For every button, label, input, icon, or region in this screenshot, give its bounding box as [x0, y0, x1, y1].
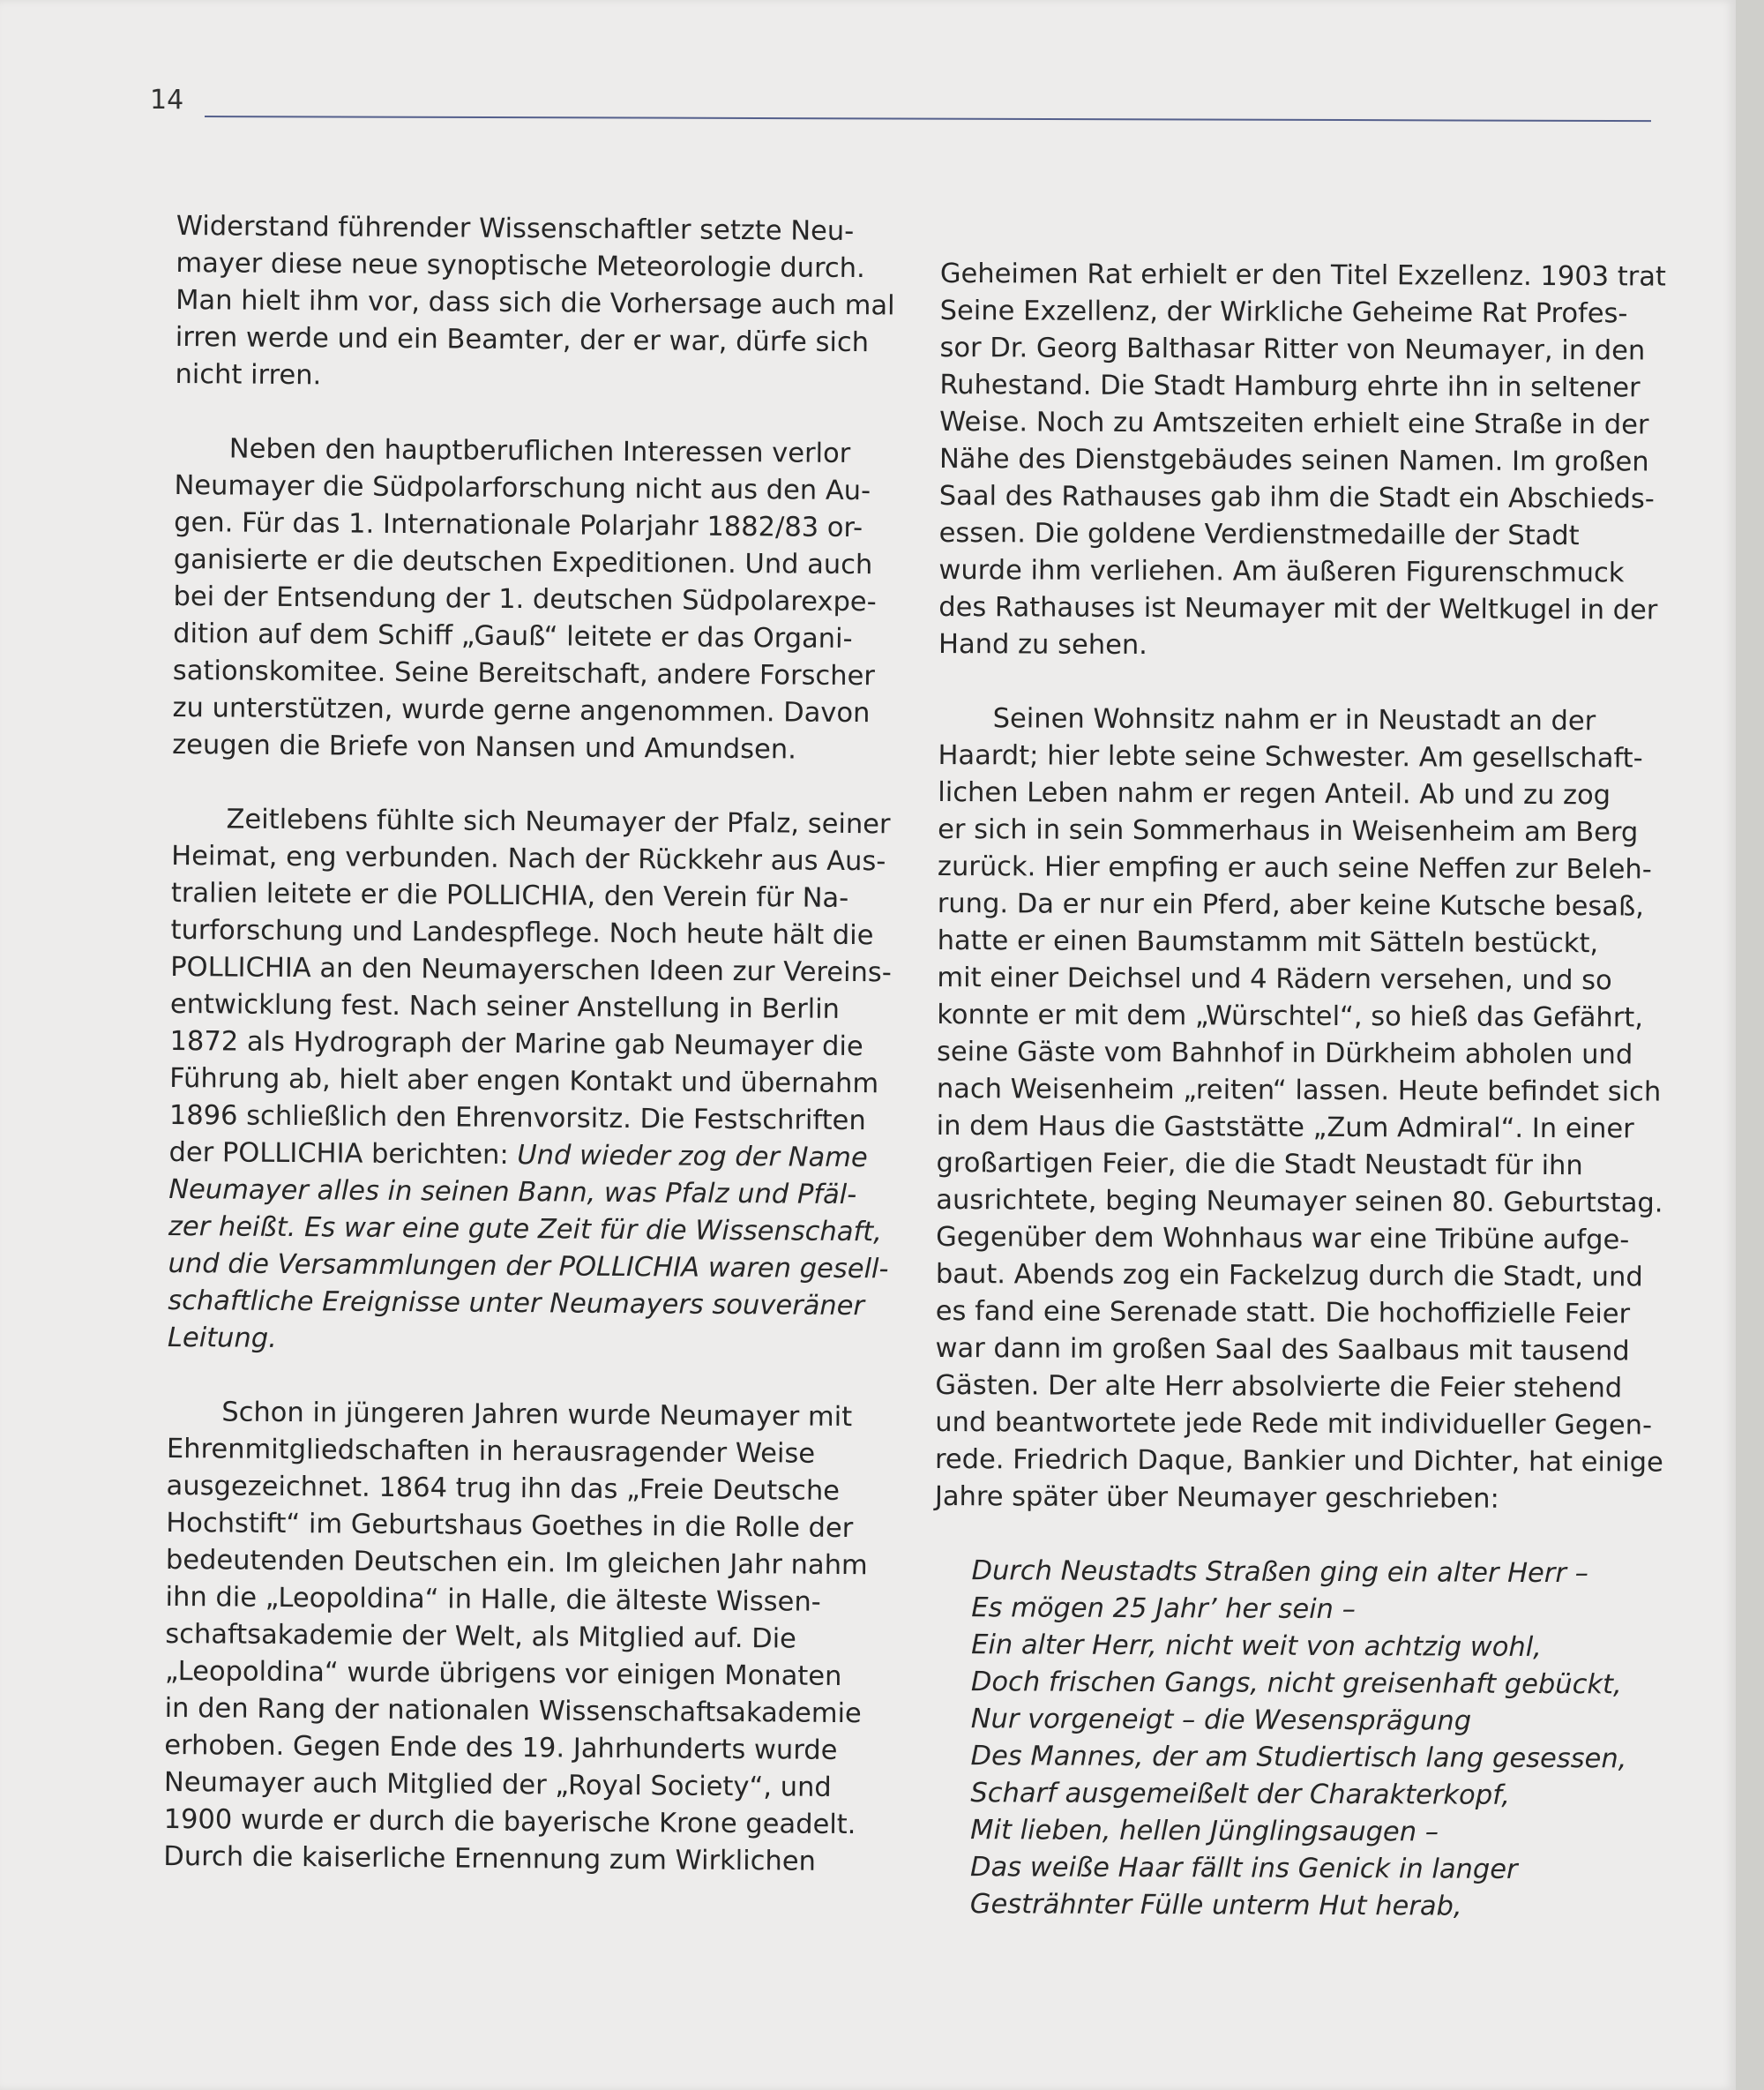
text-line: nicht irren.: [175, 358, 322, 392]
text-line: großartigen Feier, die die Stadt Neustadt für ihn: [936, 1147, 1583, 1182]
text-line: entwicklung fest. Nach seiner Anstellung in Berlin: [169, 988, 841, 1025]
text-line: gen. Für das 1. Internationale Polarjahr 1882/83 or-: [174, 506, 863, 544]
quote-line: und die Versammlungen der POLLICHIA waren gesell-: [168, 1247, 889, 1285]
quote-text: Und wieder zog der Name: [517, 1140, 868, 1174]
text-line: und beantwortete jede Rede mit individueller Gegen-: [935, 1406, 1653, 1442]
text-line: erhoben. Gegen Ende des 19. Jahrhunderts wurde: [164, 1729, 838, 1766]
text-line: Gästen. Der alte Herr absolvierte die Feier stehend: [935, 1369, 1623, 1405]
text-line: Zeitlebens fühlte sich Neumayer der Pfalz, seiner: [226, 804, 891, 841]
text-line: des Rathauses ist Neumayer mit der Weltkugel in der: [938, 591, 1658, 626]
text-line: seine Gäste vom Bahnhof in Dürkheim abholen und: [936, 1036, 1633, 1071]
text-line: schaftsakademie der Welt, als Mitglied auf. Die: [165, 1618, 797, 1655]
text-line: lichen Leben nahm er regen Anteil. Ab und zu zog: [938, 776, 1611, 812]
text-line: Durch die kaiserliche Ernennung zum Wirklichen: [163, 1840, 817, 1877]
text-line: sationskomitee. Seine Bereitschaft, andere Forscher: [172, 655, 875, 693]
paragraph: [167, 801, 892, 1362]
text-line: 1896 schließlich den Ehrenvorsitz. Die Festschriften: [168, 1099, 866, 1137]
poem-line: Mit lieben, hellen Jünglingsaugen –: [970, 1815, 1439, 1848]
poem-line: Gesträhnter Fülle unterm Hut herab,: [969, 1889, 1462, 1922]
page-number: 14: [150, 85, 184, 116]
text-line: Nähe des Dienstgebäudes seinen Namen. Im großen: [938, 443, 1649, 478]
text-line: ausgezeichnet. 1864 trug ihn das „Freie Deutsche: [166, 1470, 841, 1507]
text-line: Ehrenmitgliedschaften in herausragender Weise: [166, 1433, 816, 1470]
text-line: „Leopoldina“ wurde übrigens vor einigen Monaten: [164, 1655, 842, 1692]
text-line: Hand zu sehen.: [938, 628, 1147, 662]
text-line: 1900 wurde er durch die bayerische Krone geadelt.: [163, 1803, 856, 1841]
text-line: ihn die „Leopoldina“ in Halle, die älteste Wissen-: [165, 1581, 821, 1618]
quote-intro: der POLLICHIA berichten:: [168, 1136, 509, 1171]
text-line: rung. Da er nur ein Pferd, aber keine Kutsche besaß,: [937, 888, 1644, 923]
text-line: 1872 als Hydrograph der Marine gab Neumayer die: [169, 1025, 863, 1063]
text-line: [168, 1135, 868, 1177]
text-line: baut. Abends zog ein Fackelzug durch die Stadt, und: [935, 1258, 1643, 1293]
text-line: mayer diese neue synoptische Meteorologie durch.: [176, 247, 865, 285]
text-line: Neben den hauptberuflichen Interessen verlor: [228, 433, 851, 470]
text-line: zurück. Hier empfing er auch seine Neffen zur Beleh-: [937, 850, 1652, 886]
text-line: Seinen Wohnsitz nahm er in Neustadt an der: [992, 703, 1596, 738]
text-line: Weise. Noch zu Amtszeiten erhielt eine Straße in der: [939, 406, 1649, 441]
poem-line: Ein alter Herr, nicht weit von achtzig wohl,: [971, 1629, 1542, 1663]
text-line: Widerstand führender Wissenschaftler setzte Neu-: [176, 210, 855, 248]
text-line: nach Weisenheim „reiten“ lassen. Heute befindet sich: [936, 1073, 1662, 1108]
text-line: bei der Entsendung der 1. deutschen Südpolarexpe-: [173, 581, 877, 618]
text-line: Schon in jüngeren Jahren wurde Neumayer mit: [221, 1397, 853, 1434]
text-line: Man hielt ihm vor, dass sich die Vorhersage auch mal: [176, 284, 895, 322]
text-line: hatte er einen Baumstamm mit Sätteln bestückt,: [937, 925, 1599, 960]
quote-line: Leitung.: [167, 1322, 277, 1354]
text-line: in den Rang der nationalen Wissenschaftsakademie: [164, 1692, 862, 1730]
text-line: Heimat, eng verbunden. Nach der Rückkehr aus Aus-: [171, 840, 886, 878]
text-line: dition auf dem Schiff „Gauß“ leitete er das Organi-: [173, 618, 853, 655]
text-line: irren werde und ein Beamter, der er war, dürfe sich: [175, 321, 870, 359]
poem-line: Des Mannes, der am Studiertisch lang gesessen,: [970, 1741, 1627, 1775]
text-line: er sich in sein Sommerhaus in Weisenheim am Berg: [938, 813, 1639, 849]
poem: [970, 1553, 1649, 1926]
text-line: Jahre später über Neumayer geschrieben:: [934, 1480, 1499, 1515]
text-line: wurde ihm verliehen. Am äußeren Figurenschmuck: [938, 554, 1625, 589]
text-line: zeugen die Briefe von Nansen und Amundsen.: [172, 729, 797, 766]
text-line: bedeutenden Deutschen ein. Im gleichen Jahr nahm: [165, 1544, 868, 1582]
text-line: turforschung und Landespflege. Noch heute hält die: [170, 914, 874, 952]
paragraph: [175, 208, 895, 399]
quote-line: Neumayer alles in seinen Bann, was Pfalz und Pfäl-: [168, 1173, 857, 1211]
left-column: [163, 208, 895, 1918]
poem-line: Doch frischen Gangs, nicht greisenhaft gebückt,: [970, 1667, 1622, 1701]
paragraph: [938, 256, 1666, 667]
text-line: Neumayer die Südpolarforschung nicht aus den Au-: [174, 469, 871, 507]
text-line: Saal des Rathauses gab ihm die Stadt ein Abschieds-: [938, 480, 1655, 515]
text-line: ausrichtete, beging Neumayer seinen 80. Geburtstag.: [936, 1184, 1663, 1219]
header-rule: [205, 116, 1651, 122]
text-line: POLLICHIA an den Neumayerschen Ideen zur Vereins-: [170, 951, 892, 989]
quote-line: schaftliche Ereignisse unter Neumayers souveräner: [168, 1285, 865, 1322]
paragraph: [163, 1394, 868, 1881]
text-line: mit einer Deichsel und 4 Rädern versehen, und so: [937, 962, 1612, 997]
text-line: Seine Exzellenz, der Wirkliche Geheime Rat Profes-: [939, 295, 1628, 330]
text-line: Führung ab, hielt aber engen Kontakt und übernahm: [169, 1062, 879, 1100]
text-line: konnte er mit dem „Würschtel“, so hieß das Gefährt,: [937, 999, 1644, 1034]
text-line: es fand eine Serenade statt. Die hochoffizielle Feier: [935, 1295, 1631, 1330]
text-line: tralien leitete er die POLLICHIA, den Verein für Na-: [170, 877, 849, 915]
quote-line: zer heißt. Es war eine gute Zeit für die Wissenschaft,: [168, 1210, 883, 1248]
paragraph: [934, 700, 1663, 1519]
text-line: in dem Haus die Gaststätte „Zum Admiral“. In einer: [936, 1110, 1634, 1145]
text-line: Haardt; hier lebte seine Schwester. Am gesellschaft-: [938, 739, 1643, 775]
text-line: Gegenüber dem Wohnhaus war eine Tribüne aufge-: [936, 1221, 1630, 1256]
poem-line: Durch Neustadts Straßen ging ein alter Herr –: [971, 1555, 1588, 1590]
text-line: sor Dr. Georg Balthasar Ritter von Neumayer, in den: [939, 332, 1646, 367]
text-line: Geheimen Rat erhielt er den Titel Exzellenz. 1903 trat: [939, 258, 1666, 293]
poem-line: Es mögen 25 Jahr’ her sein –: [971, 1592, 1356, 1626]
right-column: [933, 256, 1666, 1927]
poem-line: Nur vorgeneigt – die Wesensprägung: [970, 1704, 1472, 1737]
text-line: Ruhestand. Die Stadt Hamburg ehrte ihn in seltener: [939, 369, 1641, 404]
text-line: zu unterstützen, wurde gerne angenommen. Davon: [172, 692, 871, 730]
poem-line: Das weiße Haar fällt ins Genick in langer: [969, 1852, 1518, 1885]
text-line: rede. Friedrich Daque, Bankier und Dichter, hat einige: [934, 1443, 1663, 1479]
text-line: war dann im großen Saal des Saalbaus mit tausend: [935, 1332, 1630, 1367]
poem-line: Scharf ausgemeißelt der Charakterkopf,: [970, 1778, 1511, 1811]
page-edge: [1736, 0, 1764, 2090]
text-line: ganisierte er die deutschen Expeditionen. Und auch: [173, 543, 873, 581]
text-line: Neumayer auch Mitglied der „Royal Society“, und: [163, 1766, 832, 1803]
text-line: essen. Die goldene Verdienstmedaille der Stadt: [938, 517, 1580, 552]
paragraph: [172, 431, 877, 769]
text-line: Hochstift“ im Geburtshaus Goethes in die Rolle der: [166, 1507, 854, 1545]
